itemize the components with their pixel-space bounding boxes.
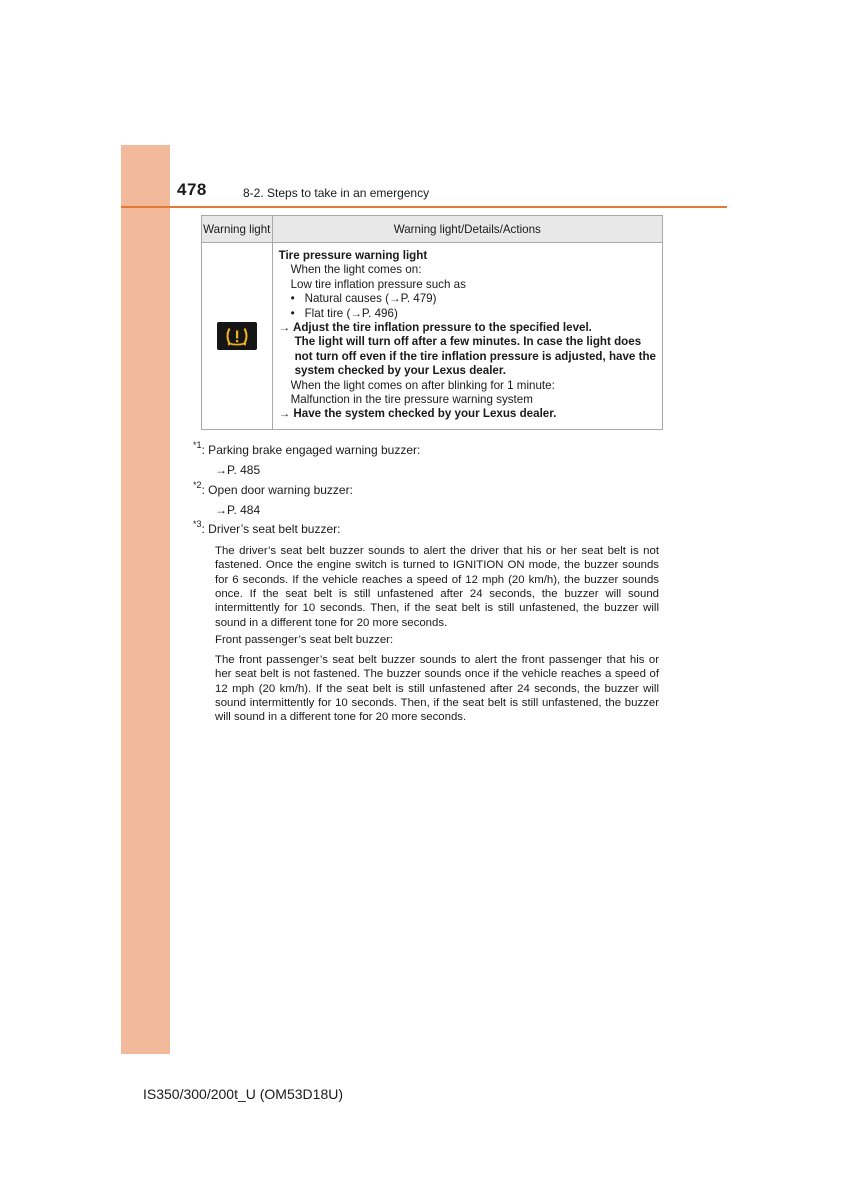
footnote-text: : Parking brake engaged warning buzzer:: [201, 443, 421, 457]
bullet-icon: •: [290, 306, 295, 320]
driver-seat-belt-paragraph: The driver’s seat belt buzzer sounds to alert the driver that his or her seat belt is not fastened. Once the engine switch is turned to IGNITION ON mode, the buzzer sounds for 6 seconds. If the vehicle reaches a speed of 12 mph (20 km/h), the buzzer sounds once. If the seat belt is still unfastened after 24 seconds, the buzzer will sound intermittently for 10 seconds. Then, if the seat belt is still unfastened, the buzzer will sound in a different tone for 20 more seconds.: [215, 545, 659, 629]
warning-light-table: [201, 215, 663, 430]
detail-action-cont: not turn off even if the tire inflation pressure is adjusted, have the: [294, 349, 656, 363]
detail-action-adjust: → Adjust the tire inflation pressure to the specified level.: [278, 321, 592, 335]
footnote-mark: *2: [193, 480, 202, 490]
detail-malfunction: Malfunction in the tire pressure warning system: [290, 393, 533, 407]
warning-light-cell: [202, 243, 273, 430]
footnote-1: [193, 440, 421, 457]
section-title: 8-2. Steps to take in an emergency: [243, 186, 430, 200]
footnote-text: : Driver’s seat belt buzzer:: [201, 522, 341, 536]
detail-action-cont: system checked by your Lexus dealer.: [294, 364, 506, 378]
detail-action-cont: The light will turn off after a few minutes. In case the light does: [294, 335, 642, 349]
bullet-text: Natural causes (→P. 479): [304, 292, 437, 306]
warning-light-details: [272, 243, 662, 430]
chapter-side-tab: [121, 145, 170, 1054]
column-header-details: Warning light/Details/Actions: [272, 216, 662, 243]
bullet-text: Flat tire (→P. 496): [304, 306, 398, 320]
footnote-mark: *1: [193, 440, 202, 450]
page-reference-link[interactable]: →P. 485: [215, 463, 261, 477]
footnote-3: [193, 519, 341, 536]
front-passenger-paragraph: The front passenger’s seat belt buzzer sounds to alert the front passenger that his or her seat belt is not fastened. The buzzer sounds once if the vehicle reaches a speed of 12 mph (20 km/h). If the seat belt is still unfastened after 24 seconds, the buzzer will sound intermittently for 10 seconds. Then, if the seat belt is still unfastened, the buzzer will sound in a different tone for 20 more seconds.: [215, 654, 659, 724]
detail-low-pressure: Low tire inflation pressure such as: [290, 277, 466, 291]
page-number: 478: [177, 180, 207, 199]
detail-action-dealer: → Have the system checked by your Lexus dealer.: [278, 407, 557, 421]
table-header-row: [202, 216, 663, 243]
front-passenger-heading: Front passenger’s seat belt buzzer:: [215, 634, 394, 646]
footnote-text: : Open door warning buzzer:: [201, 483, 353, 497]
detail-when-blink: When the light comes on after blinking for 1 minute:: [290, 378, 555, 392]
detail-bullet-natural-causes: [279, 292, 656, 306]
footnote-2: [193, 480, 353, 497]
table-row: [202, 243, 663, 430]
header-divider: [121, 206, 727, 208]
footnote-mark: *3: [193, 519, 202, 529]
bullet-icon: •: [290, 292, 295, 306]
page-reference-link[interactable]: →P. 484: [215, 503, 261, 517]
column-header-warning-light: Warning light: [202, 216, 273, 243]
footer-model-code: IS350/300/200t_U (OM53D18U): [143, 1086, 343, 1102]
detail-when-on: When the light comes on:: [290, 263, 422, 277]
detail-bullet-flat-tire: [279, 307, 656, 321]
detail-title: Tire pressure warning light: [278, 249, 428, 262]
tire-pressure-warning-icon: [217, 322, 257, 350]
